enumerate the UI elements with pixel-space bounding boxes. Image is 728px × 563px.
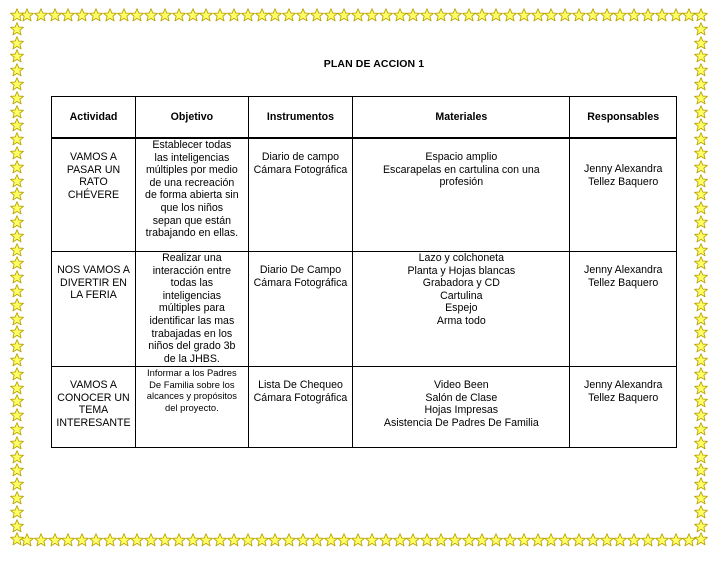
objetivo-line: trabajadas en los (151, 327, 233, 340)
star-icon (694, 394, 708, 408)
cell-instrumentos (248, 252, 353, 367)
cell-actividad (52, 367, 136, 448)
star-icon (600, 533, 614, 547)
star-icon (641, 8, 655, 22)
star-icon (420, 533, 434, 547)
instrumentos-line: Lista De Chequeo (258, 379, 343, 391)
star-icon (572, 8, 586, 22)
star-icon (613, 8, 627, 22)
star-icon (10, 8, 24, 22)
materiales-line: Lazo y colchoneta (418, 252, 505, 264)
star-icon (10, 477, 24, 491)
star-icon (213, 533, 227, 547)
star-icon (694, 146, 708, 160)
star-icon (694, 436, 708, 450)
actividad-line: CONOCER UN (57, 391, 130, 404)
star-icon (641, 533, 655, 547)
star-icon (531, 533, 545, 547)
materiales-line: Grabadora y CD (422, 277, 500, 290)
cell-responsables (570, 252, 677, 367)
star-icon (669, 533, 683, 547)
star-icon (694, 284, 708, 298)
star-icon (75, 8, 89, 22)
star-icon (199, 8, 213, 22)
star-icon (694, 450, 708, 464)
star-icon (10, 532, 24, 546)
materiales-line: Video Been (434, 379, 489, 391)
objetivo-line: trabajando en ellas. (145, 227, 239, 240)
instrumentos-line: Cámara Fotográfica (253, 391, 348, 404)
star-icon (694, 505, 708, 519)
star-icon (694, 91, 708, 105)
star-icon (694, 381, 708, 395)
star-icon (558, 533, 572, 547)
star-icon (10, 284, 24, 298)
star-icon (268, 533, 282, 547)
star-icon (10, 22, 24, 36)
star-icon (227, 8, 241, 22)
star-icon (10, 215, 24, 229)
star-icon (158, 533, 172, 547)
star-icon (694, 325, 708, 339)
star-icon (10, 436, 24, 450)
header-materiales: Materiales (353, 97, 570, 139)
star-icon (10, 394, 24, 408)
star-icon (351, 533, 365, 547)
star-icon (694, 201, 708, 215)
table-row (52, 367, 677, 448)
objetivo-line: Informar a los Padres (147, 367, 237, 378)
star-icon (517, 533, 531, 547)
objetivo-line: de forma abierta sin (145, 189, 239, 202)
star-icon (144, 533, 158, 547)
star-icon (694, 132, 708, 146)
objetivo-line: niños del grado 3b (148, 340, 236, 353)
star-icon (406, 8, 420, 22)
star-icon (10, 381, 24, 395)
star-icon (406, 533, 420, 547)
star-icon (475, 533, 489, 547)
star-icon (448, 533, 462, 547)
star-icon (268, 8, 282, 22)
actividad-line: PASAR UN (66, 163, 121, 176)
star-icon (61, 8, 75, 22)
actividad-line: NOS VAMOS A (57, 264, 130, 276)
cell-responsables (570, 367, 677, 448)
star-icon (310, 533, 324, 547)
star-icon (172, 533, 186, 547)
star-icon (227, 533, 241, 547)
cell-materiales (353, 252, 570, 367)
star-icon (365, 8, 379, 22)
materiales-line: Espacio amplio (425, 151, 498, 163)
star-icon (255, 8, 269, 22)
star-icon (75, 533, 89, 547)
star-icon (694, 353, 708, 367)
cell-responsables (570, 138, 677, 252)
star-icon (10, 187, 24, 201)
star-icon (694, 298, 708, 312)
star-icon (503, 533, 517, 547)
star-icon (10, 422, 24, 436)
star-icon (489, 533, 503, 547)
objetivo-line: sepan que están (152, 214, 232, 227)
star-icon (627, 533, 641, 547)
actividad-line: TEMA (78, 404, 109, 417)
star-icon (694, 160, 708, 174)
star-icon (282, 533, 296, 547)
responsables-line: Tellez Baquero (588, 276, 659, 289)
star-icon (103, 8, 117, 22)
header-responsables: Responsables (570, 97, 677, 139)
star-icon (379, 533, 393, 547)
cell-objetivo (136, 252, 249, 367)
star-icon (462, 533, 476, 547)
cell-objetivo (136, 367, 249, 448)
star-icon (694, 22, 708, 36)
star-icon (10, 201, 24, 215)
star-icon (694, 187, 708, 201)
objetivo-line: múltiples por medio (145, 164, 238, 177)
star-icon (694, 408, 708, 422)
star-icon (655, 533, 669, 547)
star-icon (337, 533, 351, 547)
star-icon (89, 533, 103, 547)
star-icon (351, 8, 365, 22)
star-icon (531, 8, 545, 22)
star-icon (694, 243, 708, 257)
star-icon (10, 312, 24, 326)
table-header-row (52, 97, 677, 139)
star-icon (613, 533, 627, 547)
objetivo-line: inteligencias (162, 289, 222, 302)
star-icon (10, 146, 24, 160)
star-icon (241, 533, 255, 547)
objetivo-line: de la JHBS. (163, 352, 220, 365)
star-icon (10, 174, 24, 188)
star-icon (694, 77, 708, 91)
star-icon (10, 270, 24, 284)
star-icon (186, 8, 200, 22)
star-icon (34, 8, 48, 22)
star-icon (694, 367, 708, 381)
page-title: PLAN DE ACCION 1 (323, 58, 425, 70)
responsables-line: Tellez Baquero (588, 175, 659, 188)
star-icon (282, 8, 296, 22)
star-icon (627, 8, 641, 22)
star-icon (694, 312, 708, 326)
star-icon (694, 519, 708, 533)
star-icon (558, 8, 572, 22)
instrumentos-line: Cámara Fotográfica (253, 163, 348, 176)
star-icon (10, 36, 24, 50)
star-icon (103, 533, 117, 547)
header-instrumentos: Instrumentos (248, 97, 353, 139)
star-icon (694, 463, 708, 477)
star-icon (117, 8, 131, 22)
objetivo-line: Establecer todas (152, 139, 232, 151)
star-icon (10, 118, 24, 132)
objetivo-line: interacción entre (152, 264, 232, 277)
star-icon (544, 533, 558, 547)
star-icon (199, 533, 213, 547)
responsables-line: Jenny Alexandra (584, 264, 663, 276)
star-icon (10, 353, 24, 367)
actividad-line: RATO (79, 176, 108, 189)
materiales-line: Escarapelas en cartulina con una (382, 163, 540, 176)
star-icon (296, 8, 310, 22)
star-icon (10, 325, 24, 339)
star-icon (48, 533, 62, 547)
star-icon (186, 533, 200, 547)
star-icon (10, 256, 24, 270)
instrumentos-line: Cámara Fotográfica (253, 276, 348, 289)
materiales-line: Espejo (445, 302, 478, 315)
instrumentos-line: Diario De Campo (259, 264, 342, 276)
star-icon (694, 229, 708, 243)
star-icon (379, 8, 393, 22)
star-icon (462, 8, 476, 22)
star-icon (158, 8, 172, 22)
star-icon (694, 339, 708, 353)
responsables-line: Jenny Alexandra (584, 379, 663, 391)
star-icon (694, 174, 708, 188)
materiales-line: Cartulina (440, 289, 483, 302)
star-icon (10, 367, 24, 381)
star-icon (172, 8, 186, 22)
star-icon (10, 463, 24, 477)
action-plan-table (51, 96, 677, 448)
materiales-line: Arma todo (436, 314, 486, 327)
star-icon (10, 505, 24, 519)
star-icon (694, 256, 708, 270)
star-icon (10, 132, 24, 146)
star-icon (48, 8, 62, 22)
actividad-line: DIVERTIR EN (60, 276, 127, 289)
star-icon (694, 8, 708, 22)
star-icon (544, 8, 558, 22)
star-icon (393, 533, 407, 547)
cell-instrumentos (248, 367, 353, 448)
cell-instrumentos (248, 138, 353, 252)
star-icon (572, 533, 586, 547)
star-icon (34, 533, 48, 547)
materiales-line: profesión (439, 176, 484, 189)
star-icon (475, 8, 489, 22)
actividad-line: VAMOS A (70, 151, 117, 163)
star-icon (586, 533, 600, 547)
objetivo-line: múltiples para (158, 302, 225, 315)
objetivo-line: todas las (170, 277, 214, 290)
star-icon (10, 77, 24, 91)
star-icon (655, 8, 669, 22)
star-icon (694, 477, 708, 491)
responsables-line: Tellez Baquero (588, 391, 659, 404)
responsables-line: Jenny Alexandra (584, 163, 663, 175)
cell-materiales (353, 138, 570, 252)
star-icon (503, 8, 517, 22)
materiales-line: Salón de Clase (425, 391, 498, 404)
header-actividad: Actividad (52, 97, 136, 139)
objetivo-line: De Familia sobre los (149, 378, 235, 390)
star-icon (10, 519, 24, 533)
star-icon (365, 533, 379, 547)
star-icon (130, 533, 144, 547)
star-icon (694, 491, 708, 505)
objetivo-line: de una recreación (149, 176, 235, 189)
star-icon (420, 8, 434, 22)
instrumentos-line: Diario de campo (261, 151, 340, 163)
star-icon (130, 8, 144, 22)
star-icon (10, 105, 24, 119)
star-icon (255, 533, 269, 547)
star-icon (213, 8, 227, 22)
cell-actividad (52, 252, 136, 367)
actividad-line: LA FERIA (70, 289, 117, 302)
star-icon (61, 533, 75, 547)
star-icon (694, 532, 708, 546)
star-icon (448, 8, 462, 22)
table-row (52, 138, 677, 252)
materiales-line: Planta y Hojas blancas (407, 264, 516, 277)
cell-objetivo (136, 138, 249, 252)
objetivo-line: alcances y propósitos (146, 390, 237, 401)
objetivo-line: las inteligencias (154, 151, 230, 164)
star-icon (393, 8, 407, 22)
star-icon (310, 8, 324, 22)
star-icon (10, 243, 24, 257)
star-icon (694, 270, 708, 284)
star-icon (694, 36, 708, 50)
star-icon (694, 422, 708, 436)
star-icon (324, 8, 338, 22)
materiales-line: Asistencia De Padres De Familia (383, 416, 539, 429)
cell-materiales (353, 367, 570, 448)
actividad-line: INTERESANTE (56, 416, 131, 429)
actividad-line: CHÉVERE (67, 188, 120, 201)
star-icon (694, 215, 708, 229)
star-icon (117, 533, 131, 547)
objetivo-line: identificar las mas (149, 314, 235, 327)
materiales-line: Hojas Impresas (424, 404, 499, 417)
star-icon (89, 8, 103, 22)
star-icon (694, 105, 708, 119)
star-icon (10, 339, 24, 353)
star-icon (10, 408, 24, 422)
objetivo-line: que los niños (160, 201, 224, 214)
star-icon (296, 533, 310, 547)
star-icon (337, 8, 351, 22)
cell-actividad (52, 138, 136, 252)
star-icon (10, 91, 24, 105)
star-icon (10, 298, 24, 312)
star-icon (434, 533, 448, 547)
star-icon (586, 8, 600, 22)
star-icon (694, 118, 708, 132)
star-icon (324, 533, 338, 547)
actividad-line: VAMOS A (70, 379, 117, 391)
star-icon (241, 8, 255, 22)
table-row (52, 252, 677, 367)
star-icon (489, 8, 503, 22)
header-objetivo: Objetivo (136, 97, 249, 139)
objetivo-line: Realizar una (162, 252, 222, 264)
star-icon (600, 8, 614, 22)
star-icon (10, 450, 24, 464)
star-icon (434, 8, 448, 22)
star-icon (669, 8, 683, 22)
star-icon (144, 8, 158, 22)
star-icon (10, 160, 24, 174)
star-icon (10, 229, 24, 243)
star-icon (10, 491, 24, 505)
objetivo-line: del proyecto. (165, 401, 219, 413)
star-icon (517, 8, 531, 22)
